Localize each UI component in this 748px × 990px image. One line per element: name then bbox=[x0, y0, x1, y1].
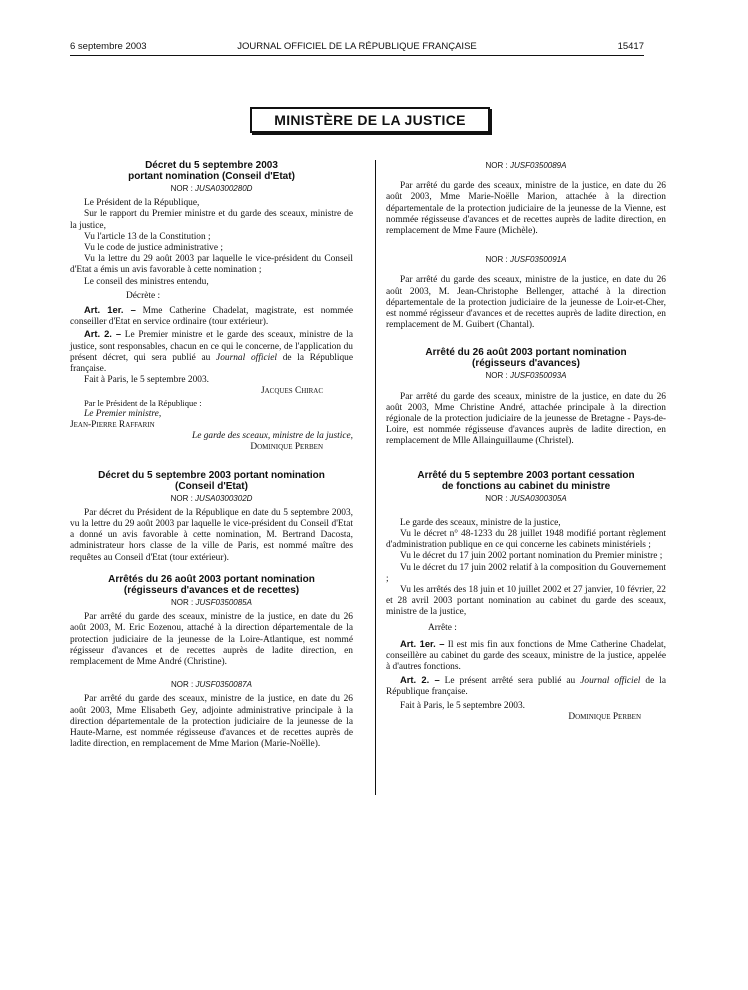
arrete-cessation-title: Arrêté du 5 septembre 2003 portant cessation bbox=[417, 469, 635, 481]
decree1-p2: Sur le rapport du Premier ministre et du garde des sceaux, ministre de la justice, bbox=[70, 209, 353, 231]
decree2-nor: NOR : JUSA0300302D bbox=[170, 493, 253, 503]
cessation-signature: Dominique Perben bbox=[568, 712, 641, 723]
decree1-p6: Le conseil des ministres entendu, bbox=[84, 276, 209, 287]
decree1-nor: NOR : JUSA0300280D bbox=[170, 184, 253, 193]
decree2-text: Par décret du Président de la République en date du 5 septembre 2003, vu la lettre du 29 août 2003 par laquelle le vice-président du Conseil d'Etat a donné un avis favorable à cette nomination, M. Bertrand Dacosta, administrateur hors classe de la ville de Paris, est nommé maître des requêtes au Conseil d'Etat (tour extérieur). bbox=[70, 507, 353, 563]
decree1-subtitle: portant nomination (Conseil d'Etat) bbox=[128, 171, 295, 182]
arrete-cessation-nor: NOR : JUSA0300305A bbox=[485, 493, 567, 503]
cessation-p2: Vu le décret n° 48-1233 du 28 juillet 1948 modifié portant règlement d'administration publique en ce qui concerne les cabinets ministériels ; bbox=[386, 529, 666, 551]
decree2-subtitle: (Conseil d'Etat) bbox=[175, 480, 248, 492]
decree1-fait: Fait à Paris, le 5 septembre 2003. bbox=[84, 375, 209, 386]
arrete3-nor: NOR : JUSF0350089A bbox=[485, 161, 567, 170]
arrete-avances-nor: NOR : JUSF0350093A bbox=[485, 371, 567, 381]
cessation-p4: Vu le décret du 17 juin 2002 relatif à la composition du Gouvernement ; bbox=[386, 562, 666, 584]
header-page-number: 15417 bbox=[617, 41, 644, 52]
running-header bbox=[70, 41, 644, 55]
decree1-p4: Vu le code de justice administrative ; bbox=[84, 243, 223, 254]
header-journal-title: JOURNAL OFFICIEL DE LA RÉPUBLIQUE FRANÇAISE bbox=[237, 41, 477, 52]
ministry-title: MINISTÈRE DE LA JUSTICE bbox=[274, 112, 466, 128]
arrete2-text: Par arrêté du garde des sceaux, ministre de la justice, en date du 26 août 2003, Mme Elisabeth Gey, adjointe administrative principale à la direction départementale de la protection judiciaire de la jeunesse de la Haute-Marne, est nommée régisseuse d'avances et de recettes auprès de ladite direction, en remplacement de Mme Marion (Marie-Noëlle). bbox=[70, 694, 353, 750]
arrete-cessation-subtitle: de fonctions au cabinet du ministre bbox=[441, 480, 611, 492]
decree1-p1: Le Président de la République, bbox=[84, 198, 200, 209]
cessation-fait: Fait à Paris, le 5 septembre 2003. bbox=[400, 700, 525, 711]
decree1-signature: Jacques Chirac bbox=[260, 386, 323, 397]
cessation-art1: Art. 1er. – Il est mis fin aux fonctions de Mme Catherine Chadelat, conseillère au cabinet du garde des sceaux, ministre de la justice, appelée à d'autres fonctions. bbox=[386, 637, 667, 673]
decree1-pm-name: Jean-Pierre Raffarin bbox=[70, 420, 155, 431]
decree1-par: Par le Président de la République : bbox=[84, 397, 202, 408]
arrete4-text: Par arrêté du garde des sceaux, ministre de la justice, en date du 26 août 2003, M. Jean-Christophe Bellenger, attaché à la direction départementale de la protection judiciaire de la jeunesse de Loir-et-Cher, est nommé régisseur d'avances et de recettes auprès de ladite direction, en remplacement de M. Guibert (Chantal). bbox=[386, 275, 666, 331]
decree1-p5: Vu la lettre du 29 août 2003 par laquelle le vice-président du Conseil d'Etat a émis un avis favorable à cette nomination ; bbox=[70, 254, 353, 276]
column-divider bbox=[375, 160, 376, 795]
header-date: 6 septembre 2003 bbox=[70, 41, 147, 52]
arrete1-text: Par arrêté du garde des sceaux, ministre de la justice, en date du 26 août 2003, M. Eric Eozenou, attaché à la direction départementale de la protection judiciaire de la jeunesse de la Loire-Atlantique, est nommé régisseur d'avances et de recettes auprès de ladite direction, en remplacement de Mme André (Christine). bbox=[70, 612, 353, 667]
cessation-p5: Vu les arrêtés des 18 juin et 10 juillet 2002 et 27 janvier, 10 février, 22 et 28 avril 2003 portant nomination au cabinet du garde des sceaux, ministre de la justice, bbox=[386, 585, 666, 618]
cessation-p1: Le garde des sceaux, ministre de la justice, bbox=[400, 517, 561, 528]
arrete-avances-title: Arrêté du 26 août 2003 portant nomination bbox=[425, 347, 627, 359]
decree1-art2: Art. 2. – Le Premier ministre et le garde des sceaux, ministre de la justice, sont responsables, chacun en ce qui le concerne, de l'application du présent décret, qui sera publié au Journal officiel de la République française. bbox=[70, 328, 354, 375]
left-column bbox=[70, 160, 353, 750]
ministry-box bbox=[250, 107, 490, 133]
decree1-gs-title: Le garde des sceaux, ministre de la justice, bbox=[192, 431, 353, 442]
arrete2-nor: NOR : JUSF0350087A bbox=[171, 680, 252, 690]
decree1-decrete: Décrète : bbox=[126, 290, 161, 301]
right-column bbox=[386, 160, 666, 723]
arrete-avances-subtitle: (régisseurs d'avances) bbox=[472, 358, 580, 370]
decree1-title: Décret du 5 septembre 2003 bbox=[145, 160, 278, 171]
arretes-title: Arrêtés du 26 août 2003 portant nomination bbox=[108, 573, 315, 585]
decree1-art1: Art. 1er. – Mme Catherine Chadelat, magistrate, est nommée conseiller d'Etat en service ordinaire (tour extérieur). bbox=[70, 304, 354, 328]
decree1-pm-title: Le Premier ministre, bbox=[84, 408, 162, 419]
decree1-gs-name: Dominique Perben bbox=[250, 442, 323, 453]
arrete4-nor: NOR : JUSF0350091A bbox=[485, 255, 567, 265]
decree2-title: Décret du 5 septembre 2003 portant nomination bbox=[98, 469, 325, 481]
decree1-p3: Vu l'article 13 de la Constitution ; bbox=[84, 231, 211, 242]
cessation-p3: Vu le décret du 17 juin 2002 portant nomination du Premier ministre ; bbox=[400, 551, 663, 562]
arretes-subtitle: (régisseurs d'avances et de recettes) bbox=[123, 584, 300, 596]
header-rule bbox=[70, 55, 644, 56]
arrete-avances-text: Par arrêté du garde des sceaux, ministre de la justice, en date du 26 août 2003, Mme Christine André, attachée principale à la direction régionale de la protection judiciaire de la jeunesse de Bretagne - Pays-de-Loire, est nommée régisseuse d'avances auprès de ladite direction, en remplacement de Mlle Allainguillaume (Christel). bbox=[386, 391, 666, 447]
arrete1-nor: NOR : JUSF0350085A bbox=[171, 597, 252, 607]
arrete3-text: Par arrêté du garde des sceaux, ministre de la justice, en date du 26 août 2003, Mme Marie-Noëlle Marion, attachée à la direction départementale de la protection judiciaire de la jeunesse de la Vienne, est nommée régisseuse d'avances et de recettes auprès de ladite direction, en remplacement de Mme Faure (Michèle). bbox=[386, 181, 666, 237]
cessation-arrete: Arrête : bbox=[428, 622, 457, 633]
cessation-art2: Art. 2. – Le présent arrêté sera publié au Journal officiel de la République française. bbox=[386, 673, 667, 697]
